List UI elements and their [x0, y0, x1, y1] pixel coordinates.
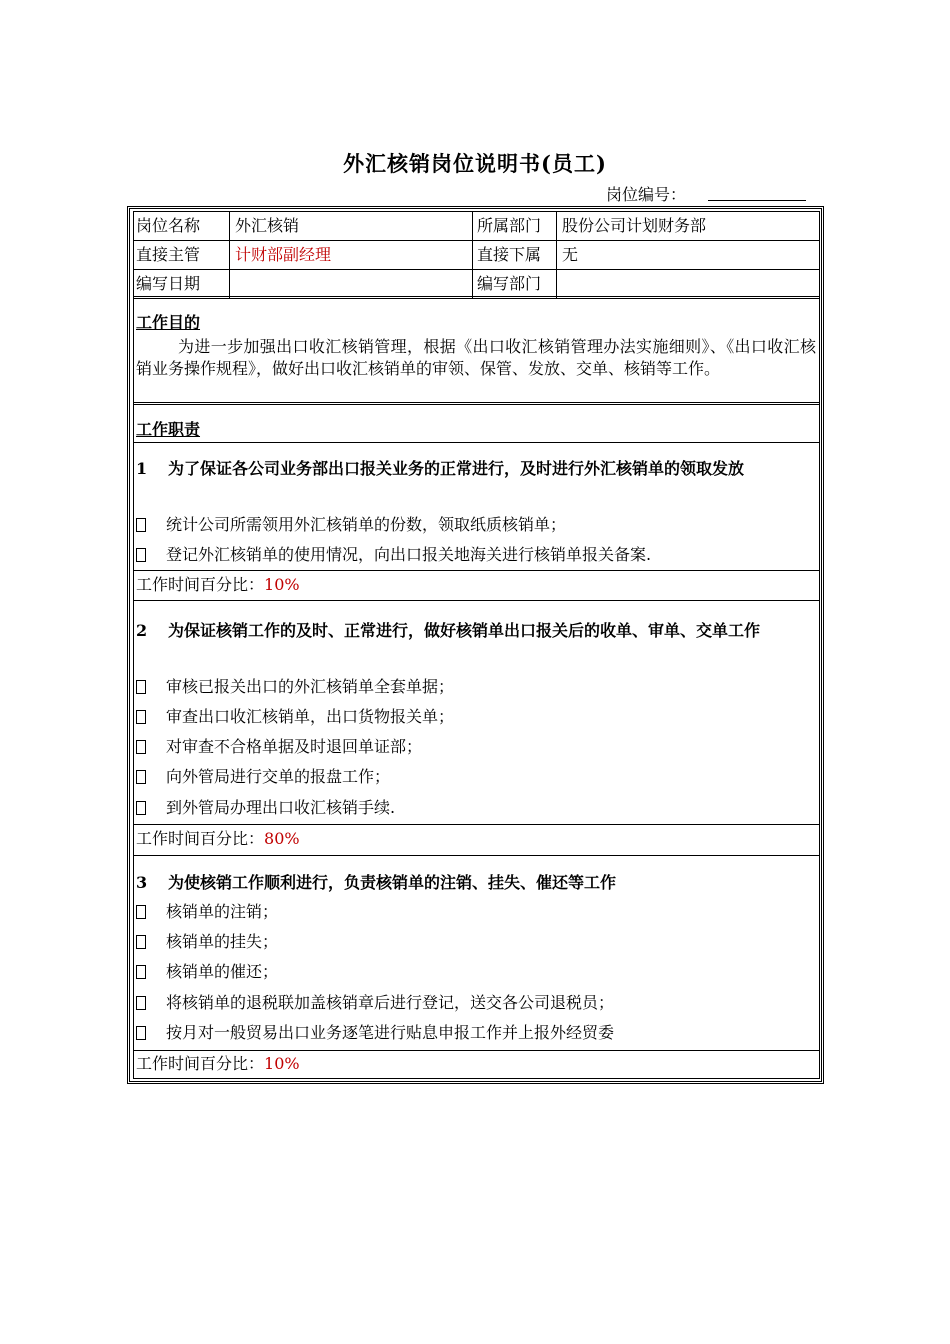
checkbox-bullet-icon: [136, 710, 146, 724]
list-item: 核销单的挂失；: [136, 931, 278, 953]
list-item: 登记外汇核销单的使用情况，向出口报关地海关进行核销单报关备案.: [136, 544, 651, 566]
list-item: 统计公司所需领用外汇核销单的份数，领取纸质核销单；: [136, 514, 566, 536]
list-item: 到外管局办理出口收汇核销手续.: [136, 797, 395, 819]
time-percentage: 工作时间百分比：10%: [136, 575, 300, 594]
time-percentage: 工作时间百分比：10%: [136, 1054, 300, 1073]
checkbox-bullet-icon: [136, 801, 146, 815]
post-number-label: 岗位编号：: [606, 185, 687, 204]
list-item: 按月对一般贸易出口业务逐笔进行贴息申报工作并上报外经贸委: [136, 1022, 614, 1044]
list-item: 核销单的注销；: [136, 901, 278, 923]
supervisor-value: 计财部副经理: [235, 245, 332, 264]
checkbox-bullet-icon: [136, 1026, 146, 1040]
checkbox-bullet-icon: [136, 770, 146, 784]
post-name-label: 岗位名称: [136, 216, 201, 235]
post-number-blank: [708, 200, 806, 201]
list-item: 审核已报关出口的外汇核销单全套单据；: [136, 676, 454, 698]
row-divider: [133, 269, 820, 270]
duties-heading: 工作职责: [136, 420, 201, 439]
post-name-value: 外汇核销: [235, 216, 300, 235]
column-divider: [556, 211, 557, 298]
duty-title-text: 为了保证各公司业务部出口报关业务的正常进行，及时进行外汇核销单的领取发放: [168, 459, 745, 478]
checkbox-bullet-icon: [136, 935, 146, 949]
list-item: 核销单的催还；: [136, 961, 278, 983]
purpose-heading: 工作目的: [136, 313, 201, 332]
duty-title: [136, 617, 818, 673]
writer-department-label: 编写部门: [477, 274, 542, 293]
column-divider: [229, 211, 230, 298]
document-title: 外汇核销岗位说明书(员工): [343, 151, 607, 176]
duty-title-text: 为保证核销工作的及时、正常进行，做好核销单出口报关后的收单、审单、交单工作: [168, 621, 761, 640]
checkbox-bullet-icon: [136, 905, 146, 919]
department-value: 股份公司计划财务部: [562, 216, 707, 235]
column-divider: [472, 211, 473, 298]
checkbox-bullet-icon: [136, 965, 146, 979]
duty-title: [136, 455, 818, 511]
subordinate-value: 无: [562, 245, 579, 264]
duty-title: [136, 869, 818, 897]
checkbox-bullet-icon: [136, 740, 146, 754]
row-divider: [133, 824, 820, 825]
duty-number: 3: [136, 873, 148, 892]
duty-number: 2: [136, 621, 148, 640]
list-item: 审查出口收汇核销单，出口货物报关单；: [136, 706, 454, 728]
row-divider: [133, 1050, 820, 1051]
duty-number: 1: [136, 459, 148, 478]
row-divider: [133, 442, 820, 443]
checkbox-bullet-icon: [136, 548, 146, 562]
row-divider: [133, 600, 820, 601]
supervisor-label: 直接主管: [136, 245, 201, 264]
section-divider: [133, 402, 820, 405]
section-divider: [133, 296, 820, 299]
checkbox-bullet-icon: [136, 518, 146, 532]
row-divider: [133, 240, 820, 241]
subordinate-label: 直接下属: [477, 245, 542, 264]
row-divider: [133, 570, 820, 571]
purpose-text: 为进一步加强出口收汇核销管理，根据《出口收汇核销管理办法实施细则》、《出口收汇核销业务操作规程》，做好出口收汇核销单的审领、保管、发放、交单、核销等工作。: [136, 337, 816, 378]
checkbox-bullet-icon: [136, 996, 146, 1010]
list-item: 向外管局进行交单的报盘工作；: [136, 766, 390, 788]
date-label: 编写日期: [136, 274, 201, 293]
list-item: 对审查不合格单据及时退回单证部；: [136, 736, 422, 758]
checkbox-bullet-icon: [136, 680, 146, 694]
department-label: 所属部门: [477, 216, 542, 235]
row-divider: [133, 855, 820, 856]
duty-title-text: 为使核销工作顺利进行，负责核销单的注销、挂失、催还等工作: [168, 873, 617, 892]
time-percentage: 工作时间百分比：80%: [136, 829, 300, 848]
list-item: 将核销单的退税联加盖核销章后进行登记，送交各公司退税员；: [136, 992, 614, 1014]
